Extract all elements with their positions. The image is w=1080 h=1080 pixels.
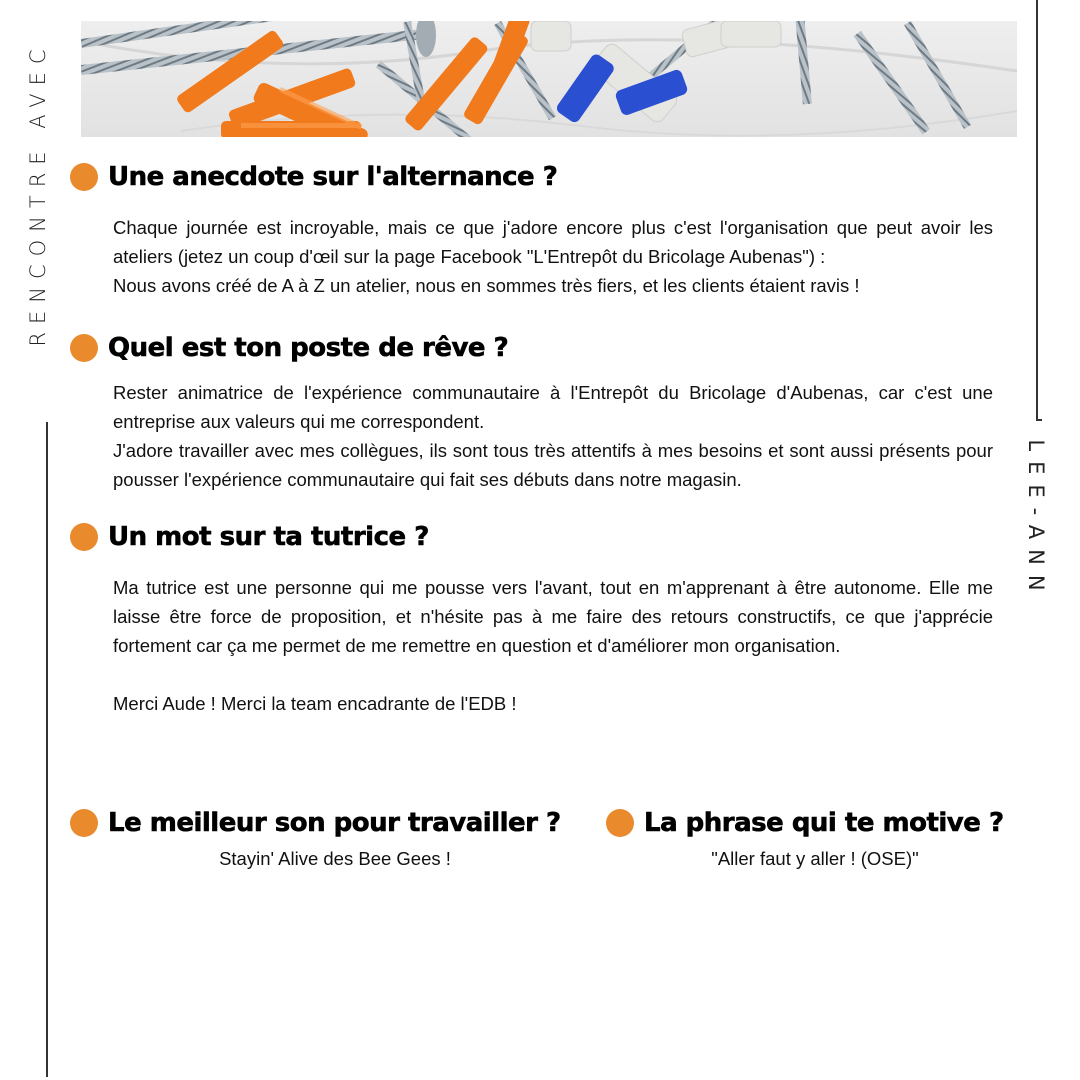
section-title: La phrase qui te motive ? xyxy=(644,808,1004,838)
best-song-answer: Stayin' Alive des Bee Gees ! xyxy=(219,848,451,869)
lee-ann-label: LEE-ANN xyxy=(1024,439,1048,601)
screws-photo-icon xyxy=(81,21,1017,137)
bullet-dot-icon xyxy=(606,809,634,837)
paragraph: Merci Aude ! Merci la team encadrante de l'EDB ! xyxy=(113,693,517,714)
section-body-tutor xyxy=(113,573,993,718)
section-title: Un mot sur ta tutrice ? xyxy=(108,522,429,552)
section-body-anecdote xyxy=(113,213,993,300)
paragraph: Rester animatrice de l'expérience communautaire à l'Entrepôt du Bricolage d'Aubenas, car c'est une entreprise aux valeurs qui me correspondent. xyxy=(113,382,993,432)
rencontre-avec-label: RENCONTRE AVEC xyxy=(26,41,50,347)
paragraph: Nous avons créé de A à Z un atelier, nous en sommes très fiers, et les clients étaient ravis ! xyxy=(113,275,860,296)
banner-image xyxy=(81,21,1017,137)
section-title: Le meilleur son pour travailler ? xyxy=(108,808,561,838)
section-heading-dream-job xyxy=(70,333,508,363)
motivation-answer: "Aller faut y aller ! (OSE)" xyxy=(711,848,919,869)
right-divider-tick xyxy=(1036,419,1042,421)
paragraph: Chaque journée est incroyable, mais ce que j'adore encore plus c'est l'organisation que peut avoir les ateliers (jetez un coup d'œil sur la page Facebook "L'Entrepôt du Bricolage Aubenas") : xyxy=(113,217,993,267)
section-heading-motivation xyxy=(606,808,1004,838)
right-divider-line xyxy=(1036,0,1038,420)
section-title: Quel est ton poste de rêve ? xyxy=(108,333,509,363)
section-title: Une anecdote sur l'alternance ? xyxy=(108,162,558,192)
bullet-dot-icon xyxy=(70,809,98,837)
paragraph: Ma tutrice est une personne qui me pousse vers l'avant, tout en m'apprenant à être autonome. Elle me laisse être force de proposition, et n'hésite pas à me faire des retours constructifs, ce que j'apprécie fortement car ça me permet de me remettre en question et d'améliorer mon organisation. xyxy=(113,577,993,656)
section-body-dream-job xyxy=(113,378,993,494)
side-label-right xyxy=(1020,432,1052,608)
paragraph: J'adore travailler avec mes collègues, ils sont tous très attentifs à mes besoins et sont aussi présents pour pousser l'expérience communautaire qui fait ses débuts dans notre magasin. xyxy=(113,440,993,490)
section-heading-tutor xyxy=(70,522,429,552)
bullet-dot-icon xyxy=(70,163,98,191)
section-heading-best-song xyxy=(70,808,561,838)
side-label-left xyxy=(22,14,54,374)
section-heading-anecdote xyxy=(70,162,557,192)
left-divider-line xyxy=(46,422,48,1077)
bullet-dot-icon xyxy=(70,523,98,551)
bullet-dot-icon xyxy=(70,334,98,362)
